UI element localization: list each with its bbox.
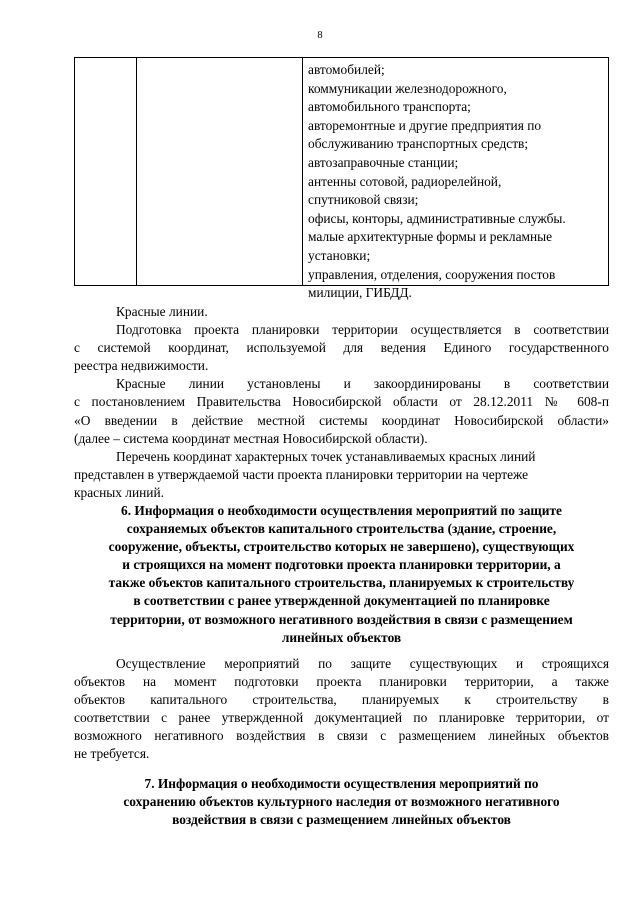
heading-line: сохранению объектов культурного наследия от возможного негативного <box>123 794 560 810</box>
table-cell-permitted-uses <box>308 61 608 303</box>
heading-line: и строящихся на момент подготовки проекта планировки территории, а <box>122 557 561 573</box>
table-line: автозаправочные станции; <box>308 154 459 170</box>
paragraph-line: объектов капитального строительства, планируемых к строительству в <box>74 692 609 708</box>
paragraph-line: с системой координат, используемой для ведения Единого государственного <box>74 340 609 356</box>
table-line: автомобилей; <box>308 62 385 77</box>
heading-line: 7. Информация о необходимости осуществления мероприятий по <box>144 776 539 791</box>
red-lines-title: Красные линии. <box>116 304 208 319</box>
heading-line: в соответствии с ранее утвержденной документацией по планировке <box>133 593 550 609</box>
paragraph-line: (далее – система координат местная Новосибирской области). <box>74 430 428 446</box>
paragraph-line: красных линий. <box>74 484 164 500</box>
table-line: спутниковой связи; <box>308 192 419 208</box>
paragraph-line: Осуществление мероприятий по защите существующих и строящихся <box>116 656 609 671</box>
heading-line: также объектов капитального строительства, планируемых к строительству <box>108 575 575 591</box>
heading-line: сооружение, объекты, строительство которых не завершено), существующих <box>108 539 575 555</box>
table-column-divider <box>302 58 303 285</box>
heading-line: сохраняемых объектов капитального строительства (здание, строение, <box>126 521 557 537</box>
heading-line: территории, от возможного негативного воздействия в связи с размещением <box>110 611 573 627</box>
section-7-heading <box>74 775 609 829</box>
section-6-heading <box>74 502 609 647</box>
section-6-paragraph <box>74 655 609 764</box>
heading-line: воздействия в связи с размещением линейных объектов <box>172 812 511 828</box>
paragraph-line: не требуется. <box>74 746 150 762</box>
paragraph-line: соответствии с ранее утвержденной документацией по планировке территории, от <box>74 710 609 726</box>
red-lines-section <box>74 303 609 502</box>
table-line: управления, отделения, сооружения постов <box>308 266 556 282</box>
paragraph-line: «О введении в действие местной системы координат Новосибирской области» <box>74 412 609 428</box>
table-line: малые архитектурные формы и рекламные <box>308 229 553 245</box>
table-line: авторемонтные и другие предприятия по <box>308 117 542 133</box>
table-line: милиции, ГИБДД. <box>308 285 412 301</box>
page-number: 8 <box>317 30 323 41</box>
land-use-table <box>74 57 609 301</box>
table-line: обслуживанию транспортных средств; <box>308 136 529 152</box>
table-line: офисы, конторы, административные службы. <box>308 210 566 226</box>
paragraph-line: объектов на момент подготовки проекта планировки территории, а также <box>74 674 609 690</box>
table-line: коммуникации железнодорожного, <box>308 80 507 96</box>
table-line: установки; <box>308 247 371 263</box>
heading-line: линейных объектов <box>281 629 402 645</box>
paragraph-line: представлен в утверждаемой части проекта планировки территории на чертеже <box>74 466 529 482</box>
paragraph-line: Красные линии установлены и закоординированы в соответствии <box>116 376 609 392</box>
paragraph-line: с постановлением Правительства Новосибирской области от 28.12.2011 № 608-п <box>74 394 609 410</box>
table-line: автомобильного транспорта; <box>308 99 471 115</box>
table-line: антенны сотовой, радиорелейной, <box>308 173 502 189</box>
heading-line: 6. Информация о необходимости осуществления мероприятий по защите <box>121 503 562 518</box>
paragraph-line: реестра недвижимости. <box>74 358 209 374</box>
paragraph-line: Подготовка проекта планировки территории осуществляется в соответствии <box>116 322 609 338</box>
table-column-divider <box>136 58 137 285</box>
paragraph-line: Перечень координат характерных точек устанавливаемых красных линий <box>116 448 536 464</box>
paragraph-line: возможного негативного воздействия в связи с размещением линейных объектов <box>74 728 609 744</box>
